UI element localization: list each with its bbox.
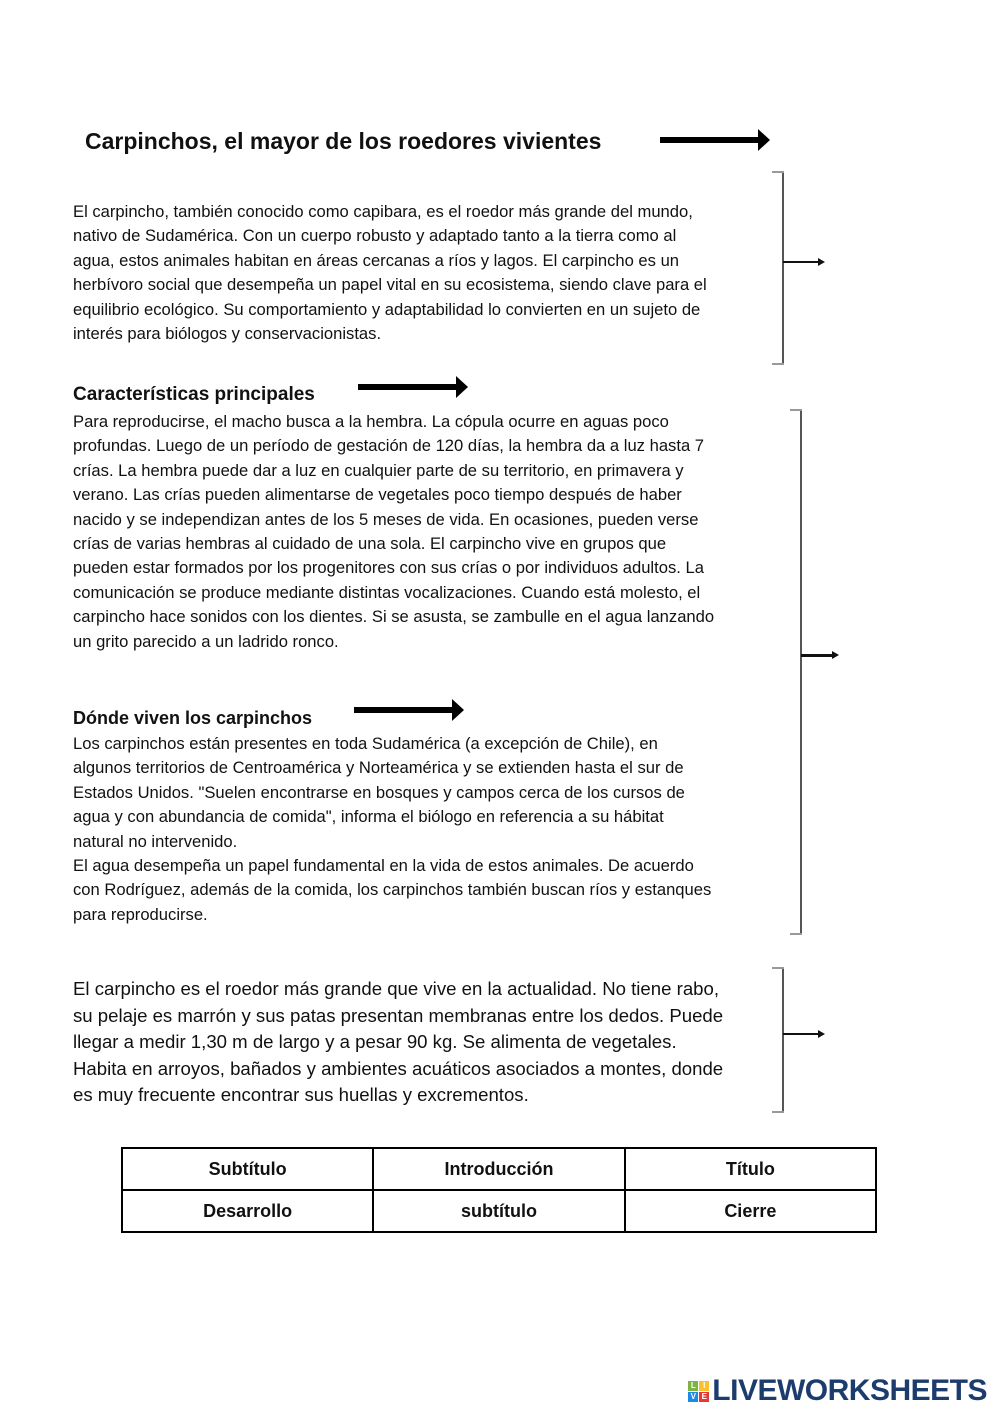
logo-icon (688, 1381, 709, 1402)
arrow-icon (354, 707, 454, 713)
text-line: Para reproducirse, el macho busca a la hembra. La cópula ocurre en aguas poco (73, 412, 669, 431)
text-line: llegar a medir 1,30 m de largo y a pesar 90 kg. Se alimenta de vegetales. (73, 1031, 677, 1053)
logo-letter: L (688, 1381, 698, 1391)
text-line: Los carpinchos están presentes en toda Sudamérica (a excepción de Chile), en (73, 734, 658, 753)
text-line: El carpincho, también conocido como capibara, es el roedor más grande del mundo, (73, 202, 693, 221)
text-line: algunos territorios de Centroamérica y Norteamérica y se extienden hasta el sur de (73, 758, 684, 778)
option-desarrollo[interactable]: Desarrollo (122, 1190, 373, 1232)
text-line: Habita en arroyos, bañados y ambientes acuáticos asociados a montes, donde (73, 1057, 724, 1079)
text-line: agua, estos animales habitan en áreas cercanas a ríos y lagos. El carpincho es un (73, 250, 680, 270)
option-introduccion[interactable]: Introducción (373, 1148, 624, 1190)
closing-paragraph (73, 976, 723, 1109)
section-heading: Dónde viven los carpinchos (73, 708, 313, 728)
arrow-icon (660, 137, 760, 143)
option-subtitulo[interactable]: Subtítulo (122, 1148, 373, 1190)
text-line: carpincho hace sonidos con los dientes. Si se asusta, se zambulle en el agua lanzando (73, 607, 715, 627)
closing-drop-zone[interactable] (830, 1012, 990, 1056)
liveworksheets-logo (688, 1374, 987, 1408)
section-heading: Características principales (73, 384, 315, 405)
text-line: para reproducirse. (73, 904, 208, 924)
text-line: verano. Las crías pueden alimentarse de vegetales poco tiempo después de haber (73, 485, 682, 505)
text-line: con Rodríguez, además de la comida, los carpinchos también buscan ríos y estanques (73, 880, 712, 900)
section1-paragraph (73, 410, 714, 654)
text-line: interés para biólogos y conservacionistas. (73, 324, 382, 344)
options-table (121, 1147, 877, 1233)
arrow-icon (783, 261, 819, 263)
text-line: crías. La hembra puede dar a luz en cualquier parte de su territorio, en primavera y (73, 460, 684, 480)
text-line: crías de varias hembras al cuidado de una sola. El carpincho vive en grupos que (73, 534, 667, 554)
text-line: su pelaje es marrón y sus patas presentan membranas entre los dedos. Puede (73, 1004, 724, 1026)
arrow-icon (783, 1033, 819, 1035)
logo-letter: I (699, 1381, 709, 1391)
closing-bracket (770, 967, 784, 1113)
option-subtitulo-2[interactable]: subtítulo (373, 1190, 624, 1232)
subtitle2-drop-zone[interactable] (475, 694, 675, 730)
text-line: Estados Unidos. "Suelen encontrarse en bosques y campos cerca de los cursos de (73, 782, 685, 802)
logo-letter: V (688, 1392, 698, 1402)
development-drop-zone[interactable] (845, 630, 990, 680)
option-titulo[interactable]: Título (625, 1148, 876, 1190)
text-line: herbívoro social que desempeña un papel vital en su ecosistema, siendo clave para el (73, 275, 707, 295)
development-bracket (788, 409, 802, 935)
text-line: nacido y se independizan antes de los 5 meses de vida. En ocasiones, pueden verse (73, 509, 699, 529)
text-line: El agua desempeña un papel fundamental en la vida de estos animales. De acuerdo (73, 856, 694, 876)
text-line: equilibrio ecológico. Su comportamiento y adaptabilidad lo convierten en un sujeto de (73, 299, 701, 319)
intro-paragraph (73, 200, 707, 346)
title-drop-zone[interactable] (780, 118, 980, 158)
logo-letter: E (699, 1392, 709, 1402)
section2-paragraph (73, 732, 711, 927)
subtitle1-drop-zone[interactable] (480, 372, 680, 408)
arrow-icon (801, 654, 833, 657)
intro-bracket (770, 171, 784, 365)
text-line: El carpincho es el roedor más grande que vive en la actualidad. No tiene rabo, (73, 978, 720, 999)
page-title: Carpinchos, el mayor de los roedores vivientes (85, 128, 602, 154)
text-line: un grito parecido a un ladrido ronco. (73, 631, 339, 651)
text-line: profundas. Luego de un período de gestación de 120 días, la hembra da a luz hasta 7 (73, 436, 705, 456)
option-cierre[interactable]: Cierre (625, 1190, 876, 1232)
text-line: nativo de Sudamérica. Con un cuerpo robusto y adaptado tanto a la tierra como al (73, 226, 677, 246)
text-line: agua y con abundancia de comida", informa el biólogo en referencia a su hábitat (73, 807, 664, 827)
text-line: natural no intervenido. (73, 831, 238, 851)
intro-drop-zone[interactable] (830, 240, 990, 284)
text-line: pueden estar formados por los progenitores con sus crías o por individuos adultos. La (73, 558, 704, 578)
arrow-icon (358, 384, 458, 390)
logo-text: LIVEWORKSHEETS (712, 1374, 987, 1407)
text-line: es muy frecuente encontrar sus huellas y excrementos. (73, 1084, 529, 1106)
text-line: comunicación se produce mediante distintas vocalizaciones. Cuando está molesto, el (73, 582, 701, 602)
